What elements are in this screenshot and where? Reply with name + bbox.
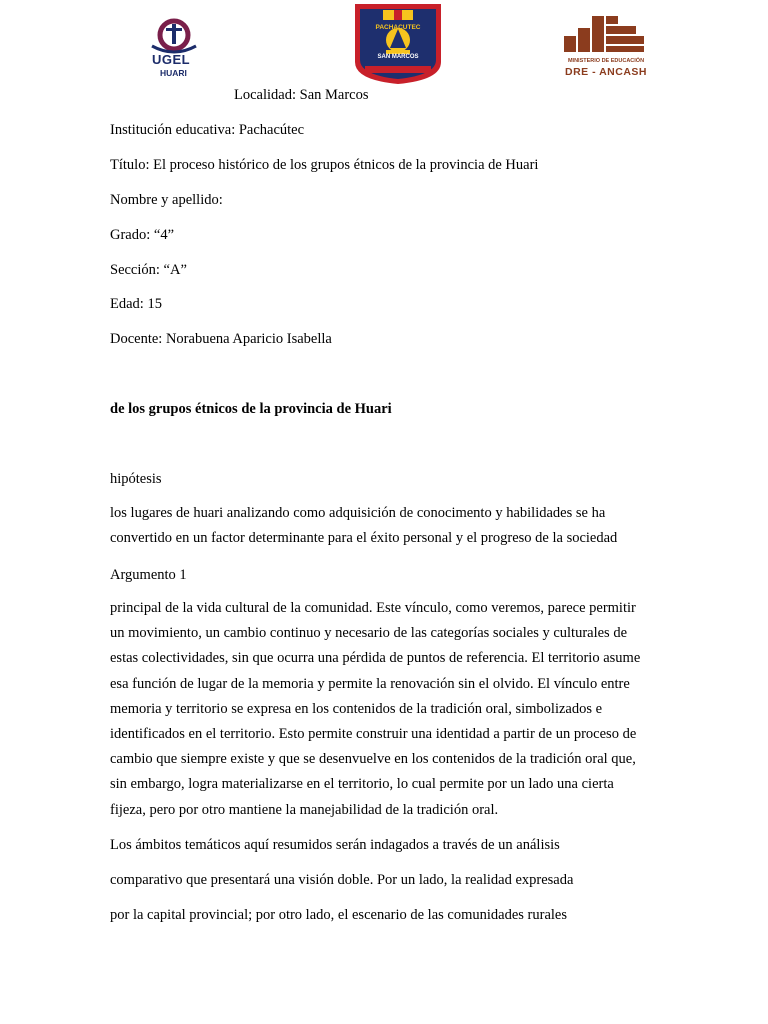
ambitos-line-3: por la capital provincial; por otro lado, el escenario de las comunidades rurales bbox=[110, 907, 567, 923]
argumento-line: sin embargo, logra materializarse en el territorio, lo cual permite por un lado una cierta bbox=[110, 776, 614, 793]
edad-line: Edad: 15 bbox=[110, 296, 162, 312]
ugel-logo-text: UGEL bbox=[152, 52, 191, 67]
argumento-line: un movimiento, un cambio continuo y necesario de las categorías sociales y culturales de bbox=[110, 625, 628, 642]
argumento-line: principal de la vida cultural de la comunidad. Este vínculo, como veremos, parece permitir bbox=[110, 600, 636, 616]
docente-line: Docente: Norabuena Aparicio Isabella bbox=[110, 331, 332, 347]
ugel-huari-logo bbox=[146, 18, 202, 82]
hipotesis-paragraph bbox=[110, 501, 680, 551]
shield-bottom-text: SAN MARCOS bbox=[377, 54, 419, 60]
ugel-logo-subtitle: HUARI bbox=[160, 68, 187, 78]
section-heading: de los grupos étnicos de la provincia de Huari bbox=[110, 401, 392, 417]
ambitos-line-2: comparativo que presentará una visión doble. Por un lado, la realidad expresada bbox=[110, 872, 574, 888]
argumento-line: fijeza, pero por otro mantiene la manejabilidad de la tradición oral. bbox=[110, 801, 499, 818]
argumento-paragraph bbox=[110, 596, 680, 823]
localidad-line: Localidad: San Marcos bbox=[234, 87, 369, 103]
shield-top-text: PACHACUTEC bbox=[375, 24, 421, 31]
ugel-emblem-icon bbox=[146, 18, 202, 54]
argumento-line: cambio que siempre existe y que se desenvuelve en los contenidos de la tradición oral que, bbox=[110, 751, 636, 768]
argumento-line: identificados en el territorio. Esto permite construir una identidad a partir de un proceso de bbox=[110, 726, 637, 743]
nombre-line: Nombre y apellido: bbox=[110, 192, 223, 208]
school-shield-icon bbox=[353, 2, 443, 84]
grado-line: Grado: “4” bbox=[110, 227, 175, 243]
hipotesis-label: hipótesis bbox=[110, 471, 162, 487]
titulo-line: Título: El proceso histórico de los grupos étnicos de la provincia de Huari bbox=[110, 157, 539, 173]
pachacutec-school-shield bbox=[353, 2, 443, 84]
ambitos-line-1: Los ámbitos temáticos aquí resumidos serán indagados a través de un análisis bbox=[110, 837, 560, 853]
dre-name-text: DRE - ANCASH bbox=[564, 66, 648, 78]
dre-bars-icon bbox=[560, 12, 650, 58]
hipotesis-line: los lugares de huari analizando como adquisición de conocimento y habilidades se ha bbox=[110, 505, 606, 521]
argumento-label: Argumento 1 bbox=[110, 567, 187, 583]
seccion-line: Sección: “A” bbox=[110, 262, 187, 278]
dre-ancash-logo bbox=[560, 12, 650, 80]
dre-ministerio-text: MINISTERIO DE EDUCACIÓN bbox=[567, 58, 645, 64]
argumento-line: memoria y territorio se expresa en los contenidos de la tradición oral, simbolizados e bbox=[110, 700, 603, 717]
hipotesis-line: convertido en un factor determinante para el éxito personal y el progreso de la sociedad bbox=[110, 530, 618, 547]
argumento-line: esa función de lugar de la memoria y permite la renovación sin el olvido. El vínculo entre bbox=[110, 675, 630, 692]
institucion-line: Institución educativa: Pachacútec bbox=[110, 122, 305, 138]
argumento-line: estas colectividades, sin que ocurra una pérdida de puntos de referencia. El territorio asume bbox=[110, 650, 641, 667]
